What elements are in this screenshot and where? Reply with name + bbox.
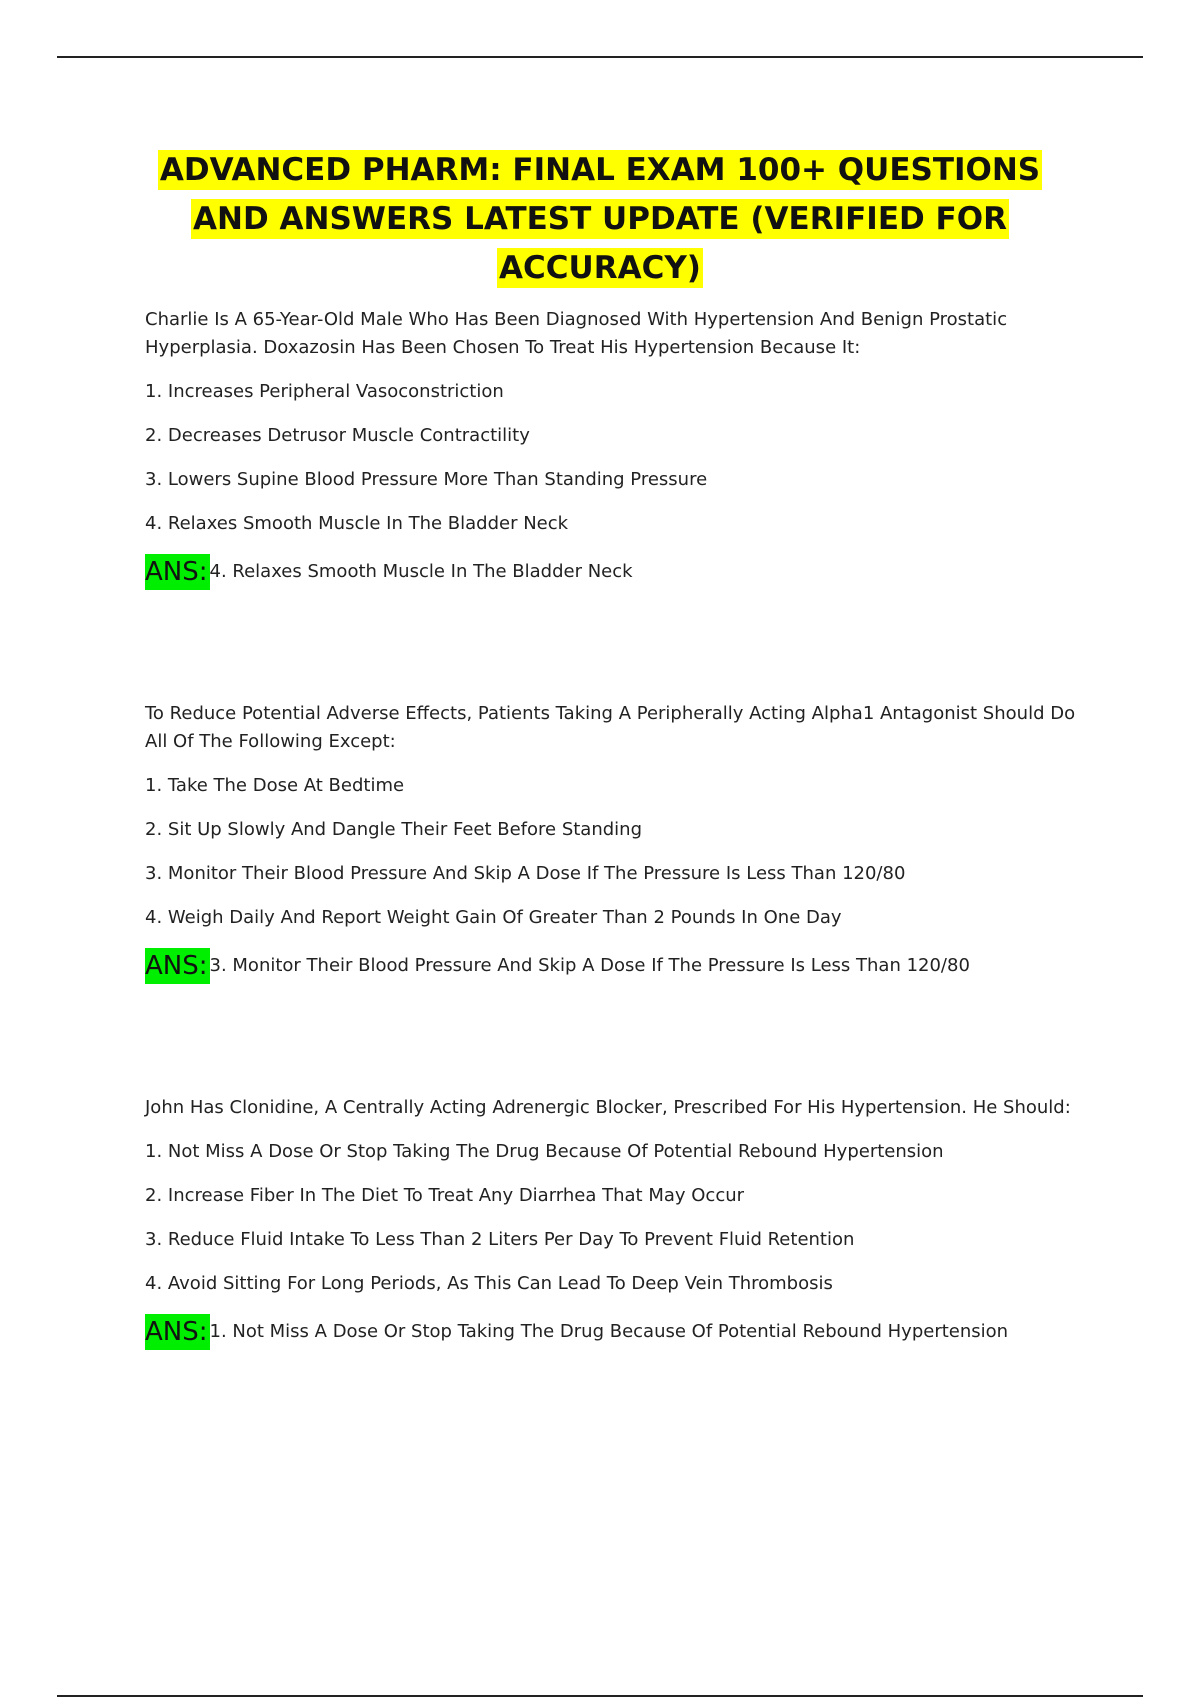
answer-label: ANS: <box>145 554 210 590</box>
question-text <box>145 306 1090 362</box>
question-line: All Of The Following Except: <box>145 731 396 752</box>
question-text <box>145 700 1090 756</box>
option-3: 3. Reduce Fluid Intake To Less Than 2 Liters Per Day To Prevent Fluid Retention <box>145 1229 855 1250</box>
answer-text: 4. Relaxes Smooth Muscle In The Bladder Neck <box>209 561 633 582</box>
questions-section <box>145 306 1090 1460</box>
option-1: 1. Take The Dose At Bedtime <box>145 775 405 796</box>
option-3: 3. Monitor Their Blood Pressure And Skip A Dose If The Pressure Is Less Than 120/80 <box>145 863 906 884</box>
answer-row <box>145 554 1090 590</box>
title-line-3: ACCURACY) <box>499 250 701 286</box>
question-line: Charlie Is A 65-Year-Old Male Who Has Been Diagnosed With Hypertension And Benign Prostatic <box>145 309 1008 330</box>
answer-label: ANS: <box>145 948 210 984</box>
document-title <box>100 146 1100 293</box>
answer-row <box>145 1314 1090 1350</box>
question-block-1 <box>145 306 1090 590</box>
top-rule <box>57 56 1143 58</box>
option-2: 2. Sit Up Slowly And Dangle Their Feet Before Standing <box>145 819 643 840</box>
answer-text: 3. Monitor Their Blood Pressure And Skip A Dose If The Pressure Is Less Than 120/80 <box>209 955 970 976</box>
question-line: John Has Clonidine, A Centrally Acting Adrenergic Blocker, Prescribed For His Hypertension. He Should: <box>145 1097 1071 1118</box>
title-line-2: AND ANSWERS LATEST UPDATE (VERIFIED FOR <box>193 201 1007 237</box>
question-line: To Reduce Potential Adverse Effects, Patients Taking A Peripherally Acting Alpha1 Antagonist Should Do <box>145 703 1076 724</box>
option-4: 4. Relaxes Smooth Muscle In The Bladder Neck <box>145 513 569 534</box>
question-text <box>145 1094 1090 1122</box>
answer-row <box>145 948 1090 984</box>
answer-label: ANS: <box>145 1314 210 1350</box>
bottom-rule <box>57 1695 1143 1697</box>
question-line: Hyperplasia. Doxazosin Has Been Chosen To Treat His Hypertension Because It: <box>145 337 861 358</box>
option-2: 2. Increase Fiber In The Diet To Treat Any Diarrhea That May Occur <box>145 1185 745 1206</box>
option-4: 4. Weigh Daily And Report Weight Gain Of Greater Than 2 Pounds In One Day <box>145 907 842 928</box>
option-1: 1. Increases Peripheral Vasoconstriction <box>145 381 504 402</box>
question-block-2 <box>145 700 1090 984</box>
answer-text: 1. Not Miss A Dose Or Stop Taking The Drug Because Of Potential Rebound Hypertension <box>209 1321 1009 1342</box>
question-block-3 <box>145 1094 1090 1350</box>
option-2: 2. Decreases Detrusor Muscle Contractility <box>145 425 530 446</box>
option-3: 3. Lowers Supine Blood Pressure More Than Standing Pressure <box>145 469 708 490</box>
option-4: 4. Avoid Sitting For Long Periods, As This Can Lead To Deep Vein Thrombosis <box>145 1273 833 1294</box>
option-1: 1. Not Miss A Dose Or Stop Taking The Drug Because Of Potential Rebound Hypertension <box>145 1141 944 1162</box>
title-line-1: ADVANCED PHARM: FINAL EXAM 100+ QUESTIONS <box>159 152 1041 188</box>
